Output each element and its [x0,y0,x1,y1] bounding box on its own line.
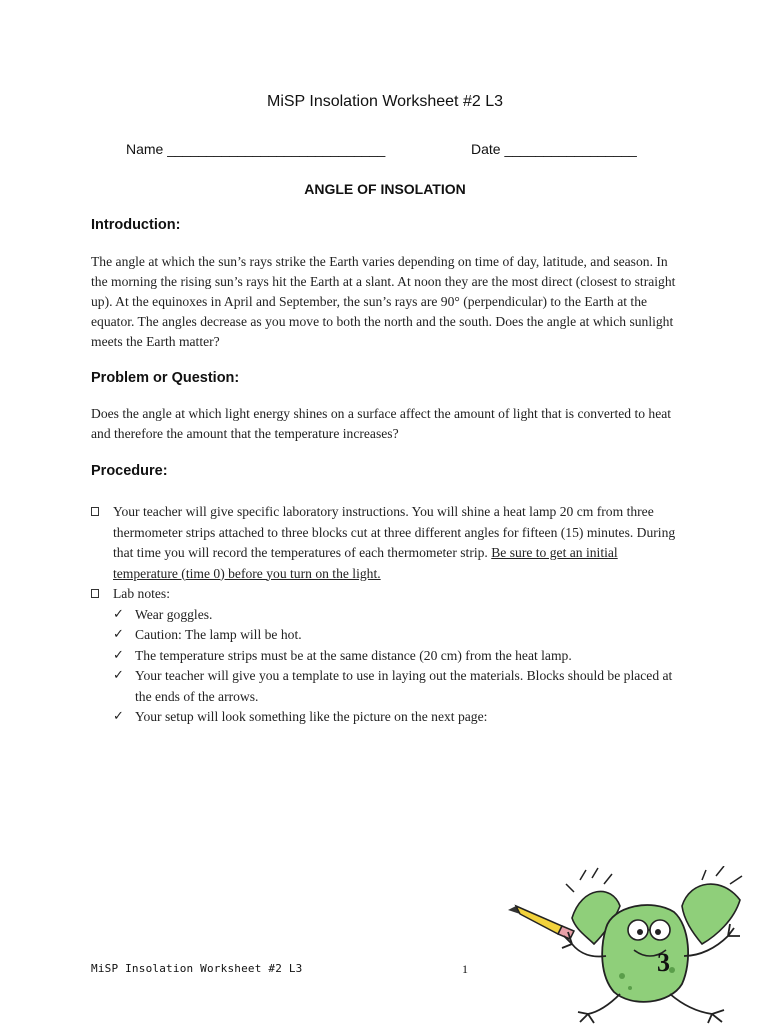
procedure-step-2 [91,584,681,605]
checkmark-icon: ✓ [113,627,124,642]
checkmark-icon: ✓ [113,709,124,724]
lab-note-item [113,646,681,667]
lab-note-text: The temperature strips must be at the same distance (20 cm) from the heat lamp. [135,647,572,663]
lab-note-text: Wear goggles. [135,606,213,622]
lab-note-text: Your setup will look something like the picture on the next page: [135,709,488,724]
procedure-step-2-text: Lab notes: [113,586,171,601]
lab-note-item [113,605,681,626]
lab-note-item [113,666,681,707]
lab-note-text: Your teacher will give you a template to use in laying out the materials. Blocks should be placed at the ends of the arrows. [135,668,673,704]
page-number: 1 [462,962,468,976]
date-field-line: Date _________________ [471,141,637,157]
footer-title: MiSP Insolation Worksheet #2 L3 [91,962,303,975]
mascot-number: 3 [657,948,670,977]
procedure-step-1-underlined: Be sure to get an initial temperature (time 0) before you turn on the light. [113,545,618,581]
lab-note-text: Caution: The lamp will be hot. [135,627,302,642]
introduction-heading: Introduction: [91,217,181,233]
lab-note-item [113,707,681,728]
lab-note-item [113,625,681,646]
checkbox-icon [91,507,99,516]
checkmark-icon: ✓ [113,606,124,622]
procedure-heading: Procedure: [91,463,168,479]
procedure-list [91,502,681,728]
name-field-line: Name ____________________________ [126,141,386,157]
checkmark-icon: ✓ [113,668,124,683]
problem-heading: Problem or Question: [91,370,240,386]
procedure-step-1 [91,502,681,584]
section-subtitle: ANGLE OF INSOLATION [304,181,466,197]
worksheet-title: MiSP Insolation Worksheet #2 L3 [267,93,503,110]
checkmark-icon: ✓ [113,647,124,663]
introduction-text: The angle at which the sun’s rays strike the Earth varies depending on time of day, latitude, and season. In the morning the rising sun’s rays hit the Earth at a slant. At noon they are the most direct (closest to straight up). At the equinoxes in April and September, the sun’s rays are 90° (perpendicular) to the Earth at the equator. The angles decrease as you move to both the north and the south. Does the angle at which sunlight meets the Earth matter? [91,254,676,349]
pencil-icon [508,906,574,939]
problem-text: Does the angle at which light energy shines on a surface affect the amount of light that is converted to heat and therefore the amount that the temperature increases? [91,406,672,441]
checkbox-icon [91,589,99,598]
frog-mascot-icon [502,866,770,1024]
lab-notes-list [113,605,681,728]
procedure-step-1-text: Your teacher will give specific laboratory instructions. You will shine a heat lamp 20 cm from three thermometer strips attached to three blocks cut at three different angles for fifteen (15) minutes. During that time you will record the temperatures of each thermometer strip. [113,504,676,560]
